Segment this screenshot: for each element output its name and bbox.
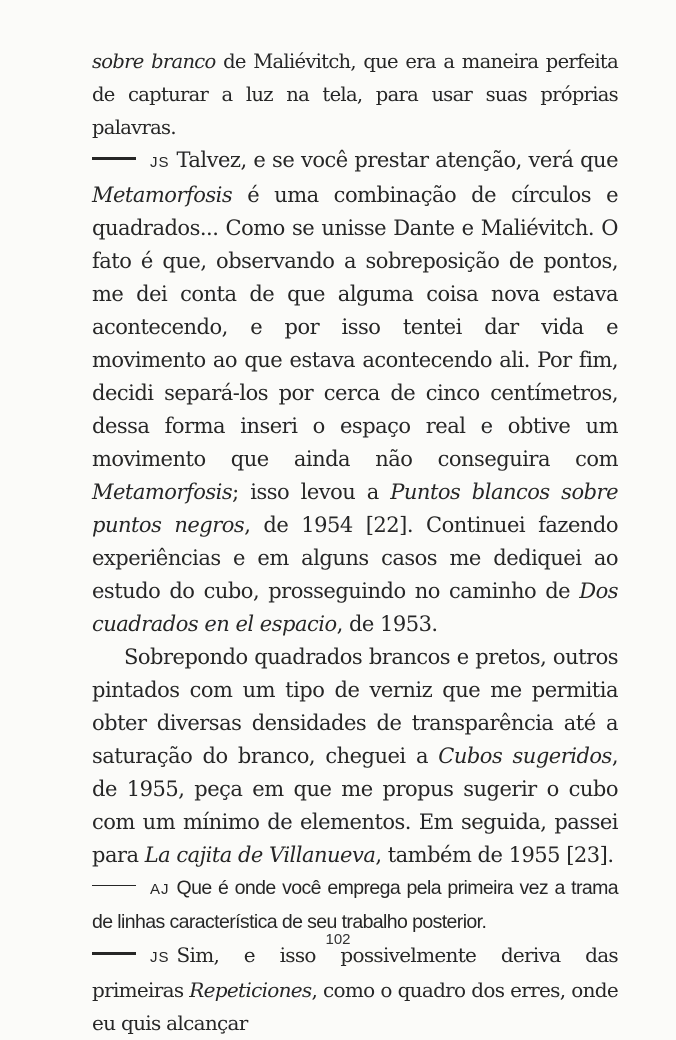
text: de Maliévitch, que era a maneira perfeita de capturar a luz na tela, para usar suas próprias palavras. xyxy=(92,50,618,139)
text: , de 1954 [22]. Continuei fazendo experiências e em alguns casos me dediquei ao estudo do cubo, prosseguindo no caminho de xyxy=(92,513,618,603)
text: Sim, e isso possivelmente deriva das primeiras xyxy=(92,943,618,1002)
italic-text: Metamorfosis xyxy=(92,480,233,504)
text: , de 1955, peça em que me propus sugerir o cubo com um mínimo de elementos. Em seguida, passei para xyxy=(92,744,618,867)
italic-text: Metamorfosis xyxy=(92,183,233,207)
speaker-label: JS xyxy=(150,154,170,171)
paragraph-4 xyxy=(92,872,618,939)
text: , como o quadro dos erres, onde eu quis alcançar xyxy=(92,978,618,1035)
italic-text: Repeticiones xyxy=(189,978,312,1002)
italic-text: Cubos sugeridos xyxy=(438,744,612,768)
italic-text: Puntos blancos sobre puntos negros xyxy=(92,480,618,537)
text: Que é onde você emprega pela primeira vez a trama de linhas característica de seu trabalho posterior. xyxy=(92,877,618,933)
text: ; isso levou a xyxy=(232,480,391,504)
italic-text: sobre branco xyxy=(92,50,216,73)
italic-text: Dos cuadrados en el espacio xyxy=(92,579,618,636)
page-body xyxy=(92,45,618,1040)
page-number: 102 xyxy=(325,931,351,948)
dialogue-dash xyxy=(92,885,136,886)
paragraph-1 xyxy=(92,45,618,144)
dialogue-dash xyxy=(92,952,136,955)
dialogue-dash xyxy=(92,157,136,160)
text: , de 1953. xyxy=(336,612,438,636)
text: é uma combinação de círculos e quadrados... Como se unisse Dante e Maliévitch. O fato é que, observando a sobreposição de pontos, me dei conta de que alguma coisa nova estava acontecendo, e por isso tentei dar vida e movimento ao que estava acontecendo ali. Por fim, decidi separá-los por cerca de cinco centímetros, dessa forma inseri o espaço real e obtive um movimento que ainda não conseguira com xyxy=(92,183,618,471)
text: Sobrepondo quadrados brancos e pretos, outros pintados com um tipo de verniz que me permitia obter diversas densidades de transparência até a saturação do branco, cheguei a xyxy=(92,645,618,768)
paragraph-2 xyxy=(92,144,618,641)
paragraph-5 xyxy=(92,939,618,1040)
speaker-label: AJ xyxy=(150,881,170,898)
text: , também de 1955 [23]. xyxy=(375,843,614,867)
speaker-label: JS xyxy=(150,949,170,966)
italic-text: La cajita de Villanueva xyxy=(144,843,376,867)
text: Talvez, e se você prestar atenção, verá que xyxy=(176,148,618,172)
paragraph-3 xyxy=(92,641,618,872)
